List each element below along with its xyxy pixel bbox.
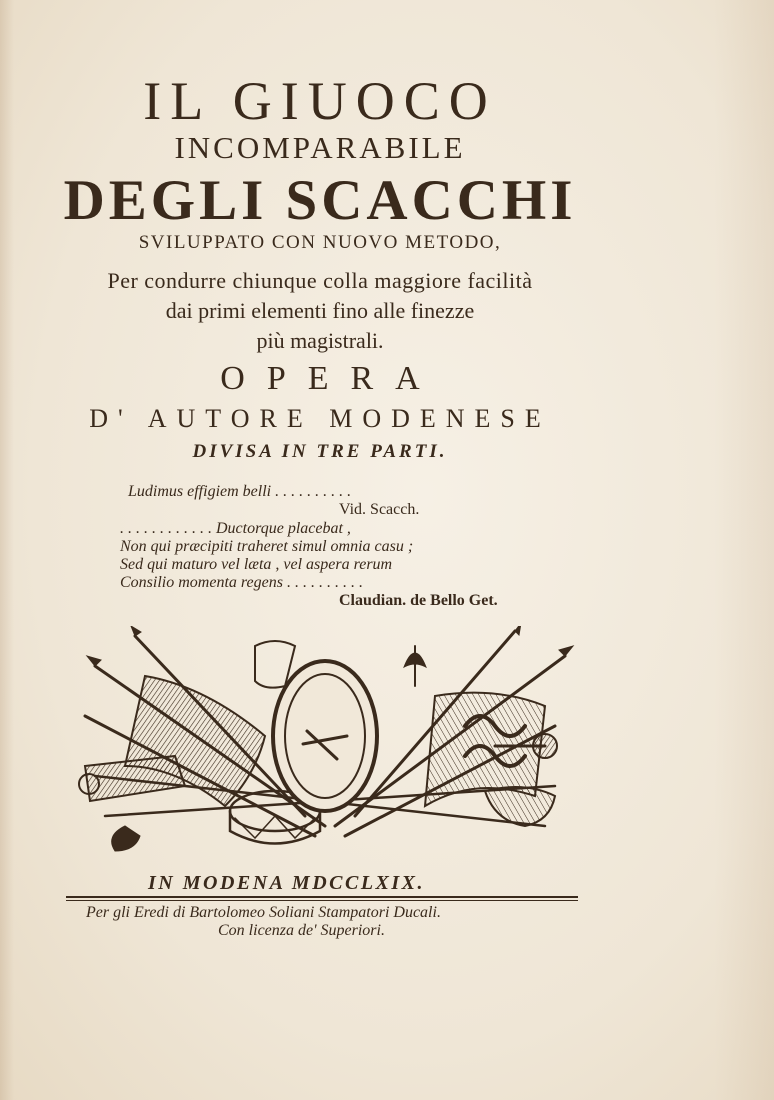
epigraph-attribution-1: Vid. Scacch. xyxy=(339,501,420,518)
epigraph-attribution-2: Claudian. de Bello Get. xyxy=(339,592,498,609)
work-label: OPERA xyxy=(220,360,442,397)
title-line-4: SVILUPPATO CON NUOVO METODO, xyxy=(138,232,502,253)
author-line: D' AUTORE MODENESE xyxy=(89,404,551,433)
divider-rule xyxy=(66,896,578,898)
epigraph-line-1: Ludimus effigiem belli . . . . . . . . . . xyxy=(128,483,352,500)
subtitle-line-2: dai primi elementi fino alle finezze xyxy=(165,298,475,323)
imprint-place-date: IN MODENA MDCCLXIX. xyxy=(148,872,426,894)
imprint-license: Con licenza de' Superiori. xyxy=(218,922,385,939)
title-line-2: INCOMPARABILE xyxy=(174,130,466,165)
trophy-of-arms-woodcut-icon xyxy=(75,626,575,856)
subtitle-line-3: più magistrali. xyxy=(256,328,384,353)
parts-line: DIVISA IN TRE PARTI. xyxy=(192,441,448,462)
epigraph-line-4: Sed qui maturo vel læta , vel aspera rerum xyxy=(120,556,393,573)
epigraph-line-2: . . . . . . . . . . . . Ductorque placebat , xyxy=(120,520,351,537)
imprint-printer: Per gli Eredi di Bartolomeo Soliani Stampatori Ducali. xyxy=(86,904,441,921)
page-edge-right xyxy=(714,0,774,1100)
title-line-3: DEGLI SCACCHI xyxy=(63,169,577,232)
title-line-1: IL GIUOCO xyxy=(143,71,497,131)
divider-rule-thin xyxy=(66,900,578,901)
epigraph-line-3: Non qui præcipiti traheret simul omnia casu ; xyxy=(120,538,414,555)
epigraph-line-5: Consilio momenta regens . . . . . . . . . . xyxy=(120,574,363,591)
subtitle-line-1: Per condurre chiunque colla maggiore facilità xyxy=(107,268,533,293)
